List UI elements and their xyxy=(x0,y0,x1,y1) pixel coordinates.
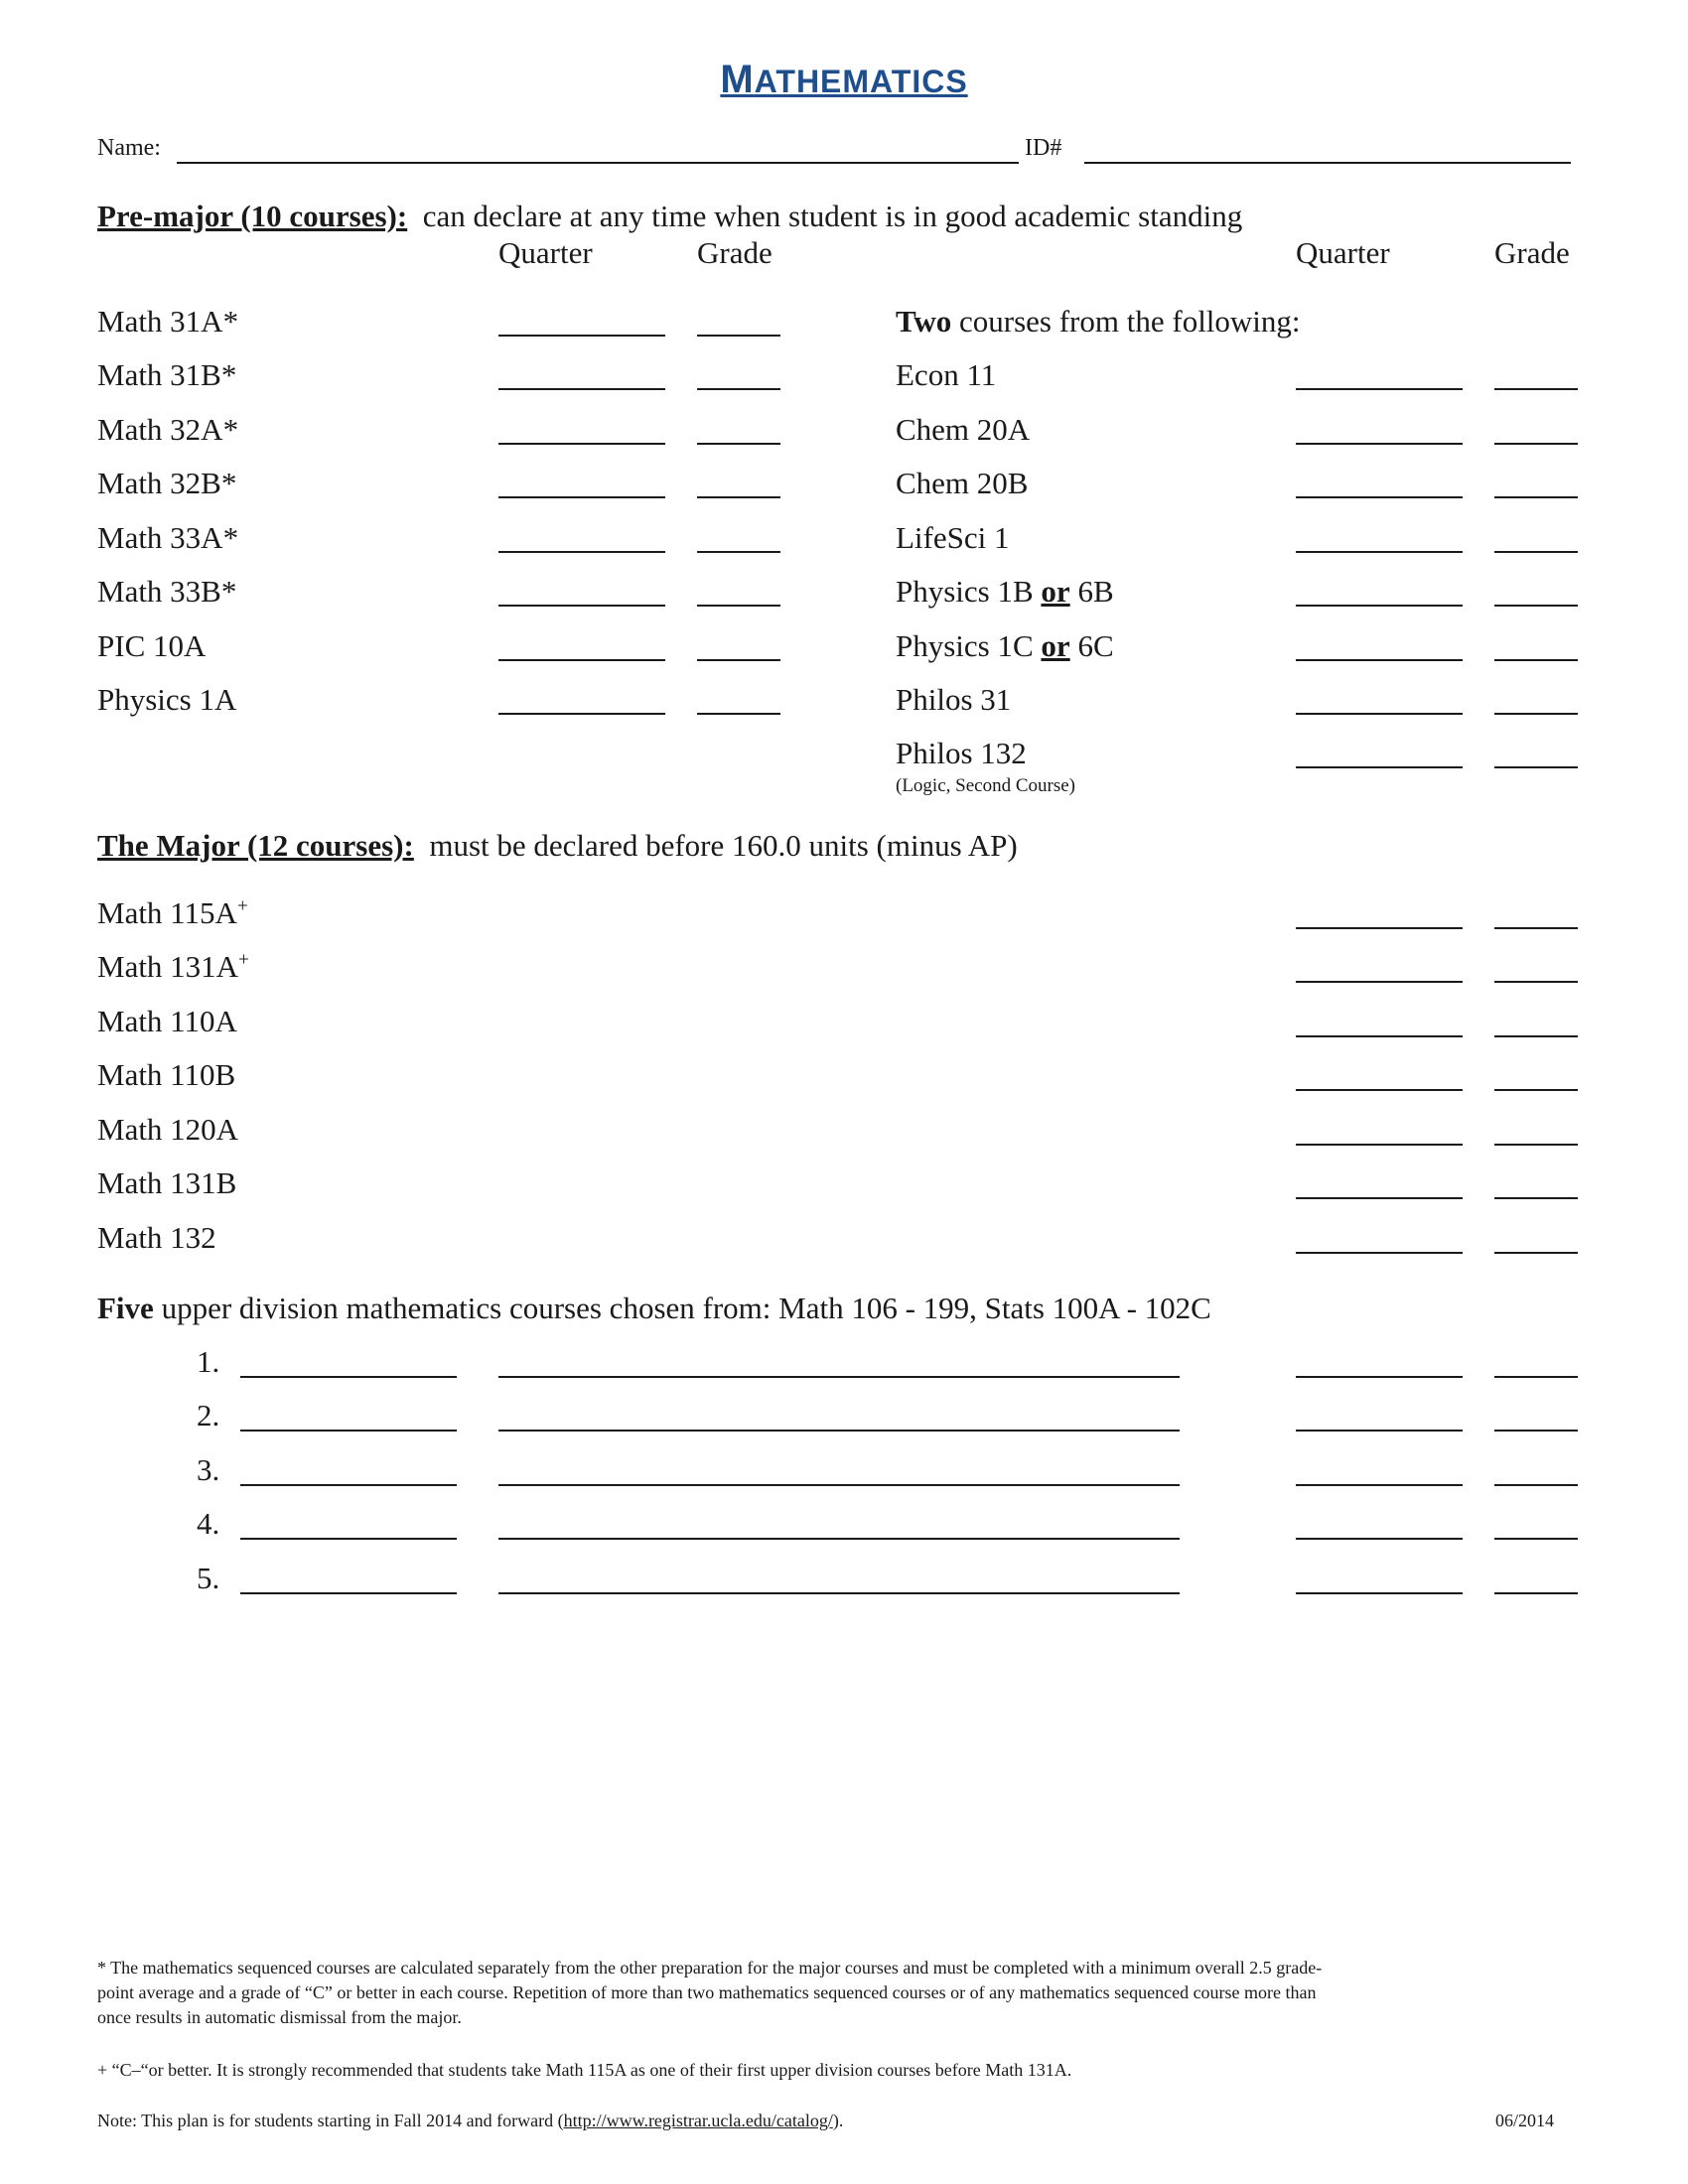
col-grade-left: Grade xyxy=(697,235,773,270)
quarter-field[interactable] xyxy=(1296,1035,1463,1037)
footer-note: Note: This plan is for students starting in Fall 2014 and forward (http://www.registrar.ucla.edu/catalog/). xyxy=(97,2111,844,2130)
two-courses-intro: Two courses from the following: xyxy=(896,304,1301,339)
grade-field[interactable] xyxy=(1494,1484,1578,1486)
major-heading: The Major (12 courses): must be declared before 160.0 units (minus AP) xyxy=(97,828,1018,863)
grade-field[interactable] xyxy=(1494,1538,1578,1540)
grade-field[interactable] xyxy=(697,713,780,715)
grade-field[interactable] xyxy=(1494,713,1578,715)
quarter-field[interactable] xyxy=(498,713,665,715)
grade-field[interactable] xyxy=(1494,927,1578,929)
grade-field[interactable] xyxy=(1494,1592,1578,1594)
quarter-field[interactable] xyxy=(1296,388,1463,390)
course-math32b: Math 32B* xyxy=(97,466,237,500)
grade-field[interactable] xyxy=(1494,1144,1578,1146)
course-philos132: Philos 132 xyxy=(896,736,1027,770)
course-math32a: Math 32A* xyxy=(97,412,239,447)
quarter-field[interactable] xyxy=(498,551,665,553)
grade-field[interactable] xyxy=(1494,766,1578,768)
quarter-field[interactable] xyxy=(1296,1430,1463,1432)
id-label: ID# xyxy=(1025,135,1062,161)
elective-course-field[interactable] xyxy=(240,1538,457,1540)
quarter-field[interactable] xyxy=(1296,927,1463,929)
grade-field[interactable] xyxy=(1494,388,1578,390)
grade-field[interactable] xyxy=(697,605,780,607)
quarter-field[interactable] xyxy=(1296,1197,1463,1199)
quarter-field[interactable] xyxy=(1296,1592,1463,1594)
course-chem20a: Chem 20A xyxy=(896,412,1031,447)
course-math110a: Math 110A xyxy=(97,1004,237,1038)
course-math31b: Math 31B* xyxy=(97,357,237,392)
elective-number: 2. xyxy=(197,1398,220,1433)
quarter-field[interactable] xyxy=(1296,496,1463,498)
grade-field[interactable] xyxy=(697,659,780,661)
course-math115a: Math 115A+ xyxy=(97,895,248,930)
col-grade-right: Grade xyxy=(1494,235,1570,270)
catalog-link[interactable]: http://www.registrar.ucla.edu/catalog/ xyxy=(563,2111,833,2130)
grade-field[interactable] xyxy=(1494,551,1578,553)
course-math110b: Math 110B xyxy=(97,1057,236,1092)
asterisk-note-line2: point average and a grade of “C” or better in each course. Repetition of more than two mathematics sequenced courses or of any mathematics sequenced course more than xyxy=(97,1982,1317,2002)
elective-number: 3. xyxy=(197,1452,220,1487)
elective-number: 1. xyxy=(197,1344,220,1379)
elective-title-field[interactable] xyxy=(498,1376,1180,1378)
quarter-field[interactable] xyxy=(498,335,665,337)
five-courses-intro: Five upper division mathematics courses chosen from: Math 106 - 199, Stats 100A - 102C xyxy=(97,1291,1211,1325)
quarter-field[interactable] xyxy=(1296,1484,1463,1486)
elective-title-field[interactable] xyxy=(498,1430,1180,1432)
quarter-field[interactable] xyxy=(1296,659,1463,661)
grade-field[interactable] xyxy=(1494,981,1578,983)
elective-course-field[interactable] xyxy=(240,1376,457,1378)
plus-note: + “C–“or better. It is strongly recommended that students take Math 115A as one of their first upper division courses before Math 131A. xyxy=(97,2060,1072,2080)
elective-number: 5. xyxy=(197,1561,220,1595)
elective-course-field[interactable] xyxy=(240,1592,457,1594)
quarter-field[interactable] xyxy=(1296,605,1463,607)
course-math33a: Math 33A* xyxy=(97,520,239,555)
quarter-field[interactable] xyxy=(498,605,665,607)
quarter-field[interactable] xyxy=(1296,713,1463,715)
premajor-heading: Pre-major (10 courses): can declare at any time when student is in good academic standing xyxy=(97,199,1243,233)
grade-field[interactable] xyxy=(1494,1376,1578,1378)
course-physics1a: Physics 1A xyxy=(97,682,237,717)
grade-field[interactable] xyxy=(1494,1035,1578,1037)
elective-title-field[interactable] xyxy=(498,1592,1180,1594)
course-pic10a: PIC 10A xyxy=(97,628,207,663)
grade-field[interactable] xyxy=(1494,443,1578,445)
quarter-field[interactable] xyxy=(498,388,665,390)
col-quarter-right: Quarter xyxy=(1296,235,1390,270)
grade-field[interactable] xyxy=(1494,1430,1578,1432)
col-quarter-left: Quarter xyxy=(498,235,593,270)
grade-field[interactable] xyxy=(1494,1252,1578,1254)
grade-field[interactable] xyxy=(697,443,780,445)
course-math31a: Math 31A* xyxy=(97,304,239,339)
philos132-note: (Logic, Second Course) xyxy=(896,775,1075,796)
grade-field[interactable] xyxy=(1494,605,1578,607)
grade-field[interactable] xyxy=(697,335,780,337)
quarter-field[interactable] xyxy=(1296,1538,1463,1540)
quarter-field[interactable] xyxy=(1296,551,1463,553)
course-physics1c-6c: Physics 1C or 6C xyxy=(896,628,1114,663)
revision-date: 06/2014 xyxy=(1495,2111,1555,2130)
asterisk-note-line1: * The mathematics sequenced courses are calculated separately from the other preparation for the major courses and must be completed with a minimum overall 2.5 grade- xyxy=(97,1958,1323,1978)
course-math120a: Math 120A xyxy=(97,1112,239,1147)
course-philos31: Philos 31 xyxy=(896,682,1012,717)
course-econ11: Econ 11 xyxy=(896,357,997,392)
grade-field[interactable] xyxy=(697,388,780,390)
quarter-field[interactable] xyxy=(498,443,665,445)
course-math131a: Math 131A+ xyxy=(97,949,249,984)
grade-field[interactable] xyxy=(697,496,780,498)
elective-course-field[interactable] xyxy=(240,1430,457,1432)
grade-field[interactable] xyxy=(1494,659,1578,661)
elective-course-field[interactable] xyxy=(240,1484,457,1486)
course-math132: Math 132 xyxy=(97,1220,216,1255)
course-physics1b-6b: Physics 1B or 6B xyxy=(896,574,1114,609)
quarter-field[interactable] xyxy=(1296,443,1463,445)
page-title: MATHEMATICS xyxy=(720,58,968,101)
name-label: Name: xyxy=(97,135,161,161)
grade-field[interactable] xyxy=(1494,496,1578,498)
course-chem20b: Chem 20B xyxy=(896,466,1029,500)
quarter-field[interactable] xyxy=(1296,981,1463,983)
quarter-field[interactable] xyxy=(1296,766,1463,768)
quarter-field[interactable] xyxy=(498,496,665,498)
course-lifesci1: LifeSci 1 xyxy=(896,520,1010,555)
elective-title-field[interactable] xyxy=(498,1484,1180,1486)
course-math131b: Math 131B xyxy=(97,1165,237,1200)
course-math33b: Math 33B* xyxy=(97,574,237,609)
quarter-field[interactable] xyxy=(1296,1376,1463,1378)
grade-field[interactable] xyxy=(697,551,780,553)
grade-field[interactable] xyxy=(1494,1089,1578,1091)
elective-number: 4. xyxy=(197,1506,220,1541)
name-field[interactable] xyxy=(177,162,1019,164)
quarter-field[interactable] xyxy=(1296,1144,1463,1146)
id-field[interactable] xyxy=(1084,162,1571,164)
elective-title-field[interactable] xyxy=(498,1538,1180,1540)
quarter-field[interactable] xyxy=(1296,1089,1463,1091)
quarter-field[interactable] xyxy=(498,659,665,661)
asterisk-note-line3: once results in automatic dismissal from the major. xyxy=(97,2007,462,2027)
grade-field[interactable] xyxy=(1494,1197,1578,1199)
quarter-field[interactable] xyxy=(1296,1252,1463,1254)
